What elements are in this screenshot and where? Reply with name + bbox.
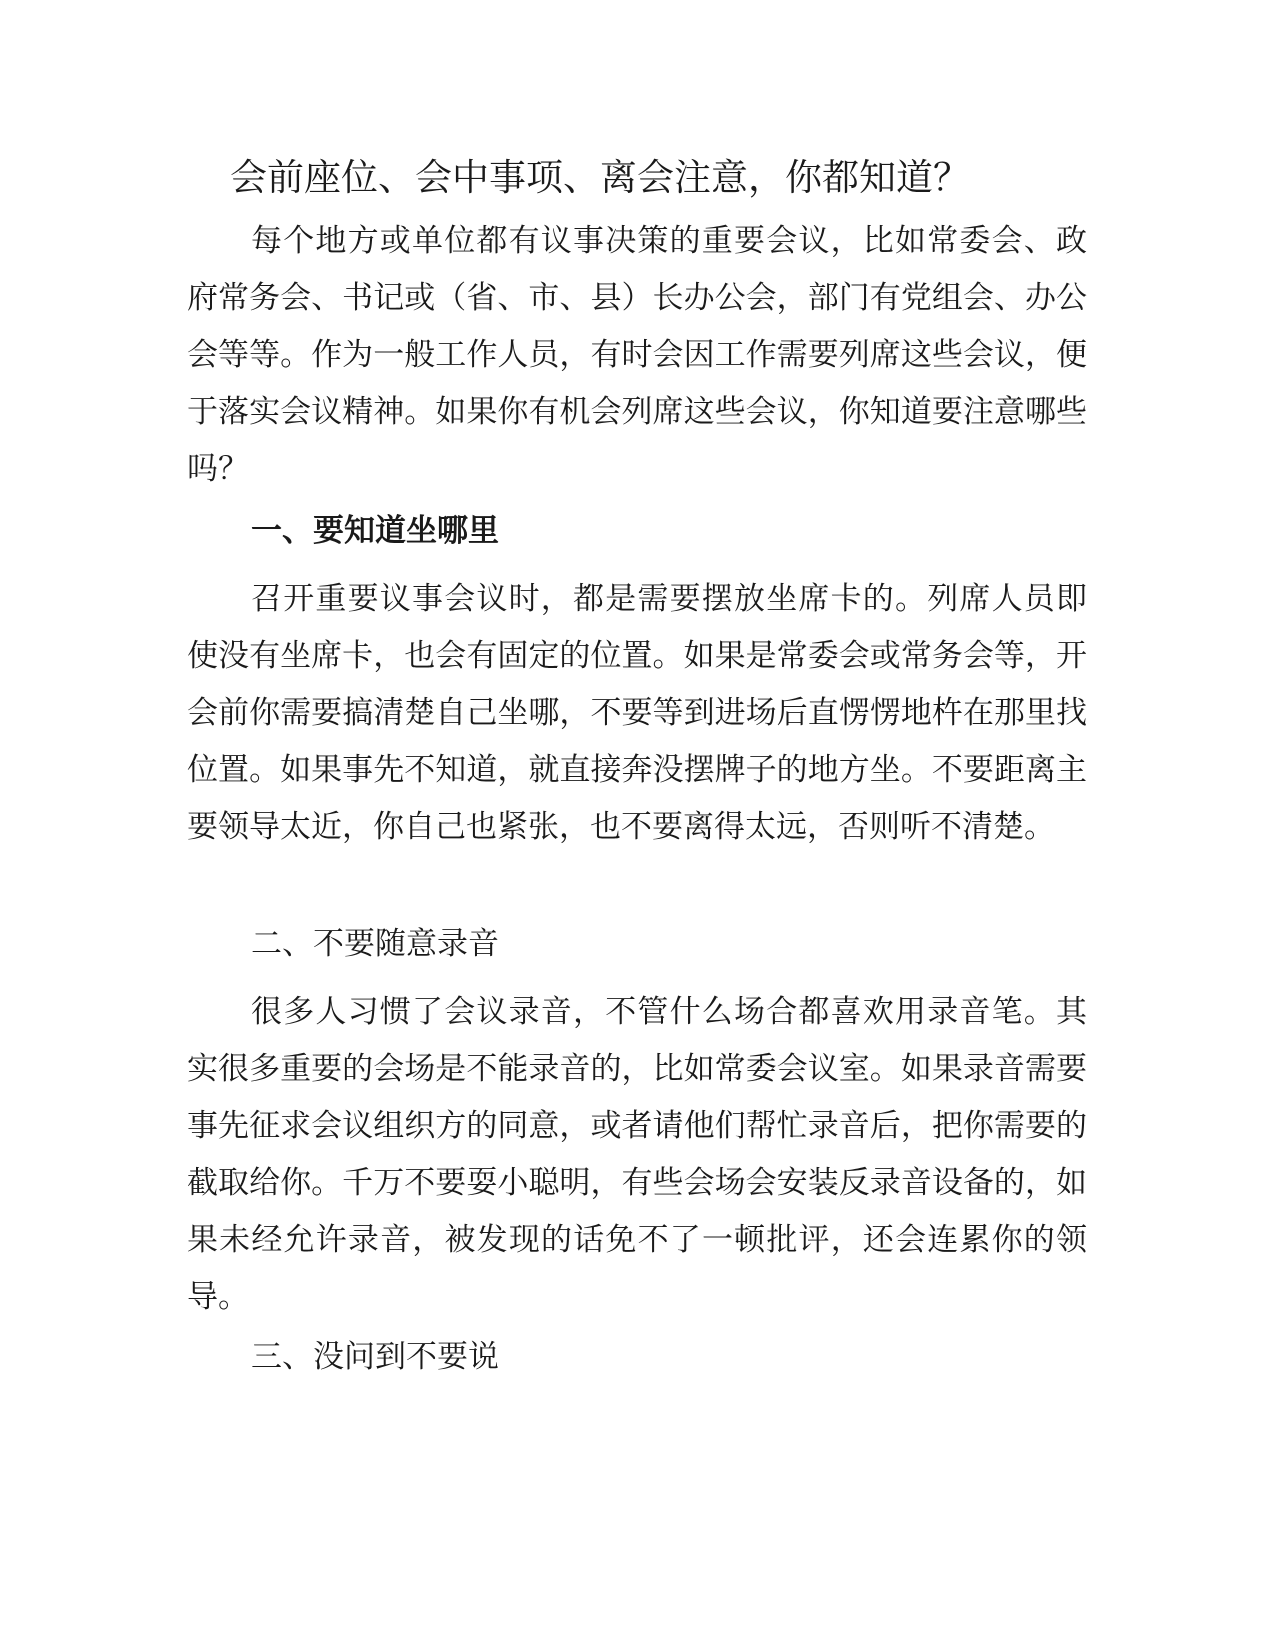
document-title: 会前座位、会中事项、离会注意，你都知道？ xyxy=(230,156,970,199)
section-2-heading: 二、不要随意录音 xyxy=(251,926,499,962)
section-1-heading: 一、要知道坐哪里 xyxy=(251,513,499,549)
section-3-heading: 三、没问到不要说 xyxy=(251,1339,499,1375)
section-1-paragraph: 召开重要议事会议时，都是需要摆放坐席卡的。列席人员即使没有坐席卡，也会有固定的位置。如果是常委会或常务会等，开会前你需要搞清楚自己坐哪，不要等到进场后直愣愣地杵在那里找位置。如果事先不知道，就直接奔没摆牌子的地方坐。不要距离主要领导太近，你自己也紧张，也不要离得太远，否则听不清楚。 xyxy=(187,581,1087,845)
section-2-paragraph: 很多人习惯了会议录音，不管什么场合都喜欢用录音笔。其实很多重要的会场是不能录音的，比如常委会议室。如果录音需要事先征求会议组织方的同意，或者请他们帮忙录音后，把你需要的截取给你。千万不要耍小聪明，有些会场会安装反录音设备的，如果未经允许录音，被发现的话免不了一顿批评，还会连累你的领导。 xyxy=(187,994,1087,1315)
intro-paragraph: 每个地方或单位都有议事决策的重要会议，比如常委会、政府常务会、书记或（省、市、县）长办公会，部门有党组会、办公会等等。作为一般工作人员，有时会因工作需要列席这些会议，便于落实会议精神。如果你有机会列席这些会议，你知道要注意哪些吗？ xyxy=(187,223,1087,487)
